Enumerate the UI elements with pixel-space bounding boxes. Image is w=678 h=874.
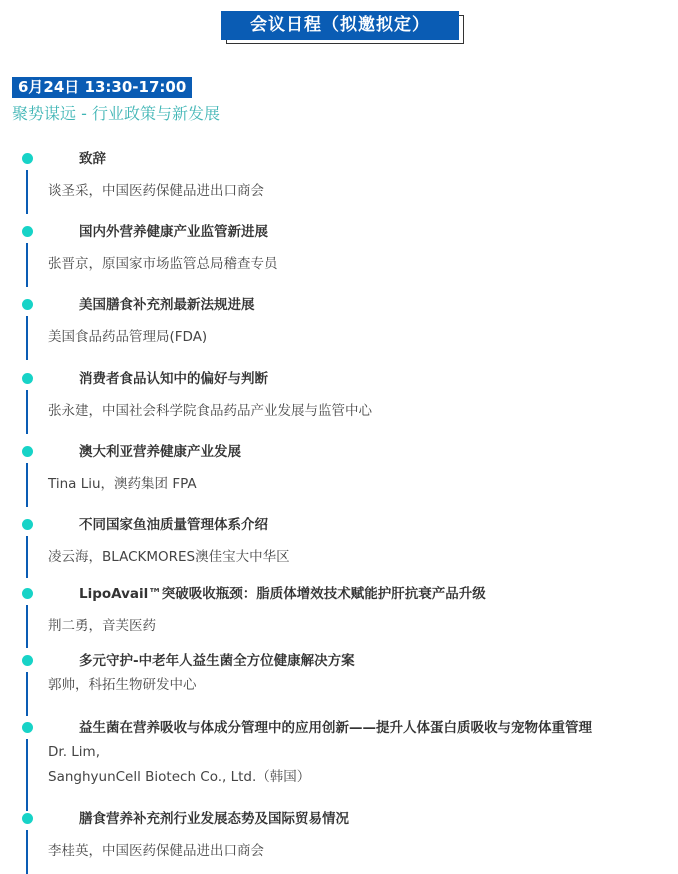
item-speaker: 谈圣采，中国医药保健品进出口商会 (48, 183, 264, 199)
item-title: 不同国家鱼油质量管理体系介绍 (79, 517, 268, 533)
timeline-dot-icon (22, 153, 33, 164)
item-speaker: 美国食品药品管理局(FDA) (48, 329, 208, 345)
item-title: 消费者食品认知中的偏好与判断 (79, 371, 268, 387)
item-speaker: 荆二勇，音芙医药 (48, 618, 156, 634)
timeline-line (26, 316, 28, 360)
timeline-dot-icon (22, 446, 33, 457)
timeline-dot-icon (22, 813, 33, 824)
timeline-dot-icon (22, 588, 33, 599)
item-speaker: Tina Liu，澳药集团 FPA (48, 476, 197, 492)
session-theme: 聚势谋远 - 行业政策与新发展 (12, 104, 220, 123)
timeline-dot-icon (22, 519, 33, 530)
timeline-dot-icon (22, 722, 33, 733)
item-title: LipoAvail™突破吸收瓶颈：脂质体增效技术赋能护肝抗衰产品升级 (79, 586, 486, 602)
item-speaker: 凌云海，BLACKMORES澳佳宝大中华区 (48, 549, 290, 565)
item-title: 致辞 (79, 151, 106, 167)
item-speaker: Dr. Lim, (48, 744, 101, 760)
session-date: 6月24日 13:30-17:00 (12, 77, 192, 98)
item-speaker: 郭帅，科拓生物研发中心 (48, 677, 197, 693)
item-speaker-org: SanghyunCell Biotech Co., Ltd.（韩国） (48, 769, 311, 785)
item-speaker: 张永建，中国社会科学院食品药品产业发展与监管中心 (48, 403, 372, 419)
timeline-line (26, 605, 28, 648)
item-title: 国内外营养健康产业监管新进展 (79, 224, 268, 240)
timeline-line (26, 170, 28, 214)
item-title: 益生菌在营养吸收与体成分管理中的应用创新——提升人体蛋白质吸收与宠物体重管理 (79, 720, 592, 736)
timeline-line (26, 536, 28, 578)
timeline-line (26, 463, 28, 507)
timeline-line (26, 739, 28, 811)
timeline-dot-icon (22, 226, 33, 237)
item-speaker: 李桂英，中国医药保健品进出口商会 (48, 843, 264, 859)
timeline-line (26, 672, 28, 716)
item-title: 膳食营养补充剂行业发展态势及国际贸易情况 (79, 811, 349, 827)
agenda-header: 会议日程（拟邀拟定） (221, 11, 459, 40)
item-title: 多元守护-中老年人益生菌全方位健康解决方案 (79, 653, 355, 669)
timeline-dot-icon (22, 655, 33, 666)
item-title: 澳大利亚营养健康产业发展 (79, 444, 241, 460)
item-speaker: 张晋京，原国家市场监管总局稽查专员 (48, 256, 278, 272)
timeline-dot-icon (22, 373, 33, 384)
timeline-dot-icon (22, 299, 33, 310)
item-title: 美国膳食补充剂最新法规进展 (79, 297, 255, 313)
timeline-line (26, 830, 28, 874)
timeline-line (26, 243, 28, 287)
timeline-line (26, 390, 28, 434)
